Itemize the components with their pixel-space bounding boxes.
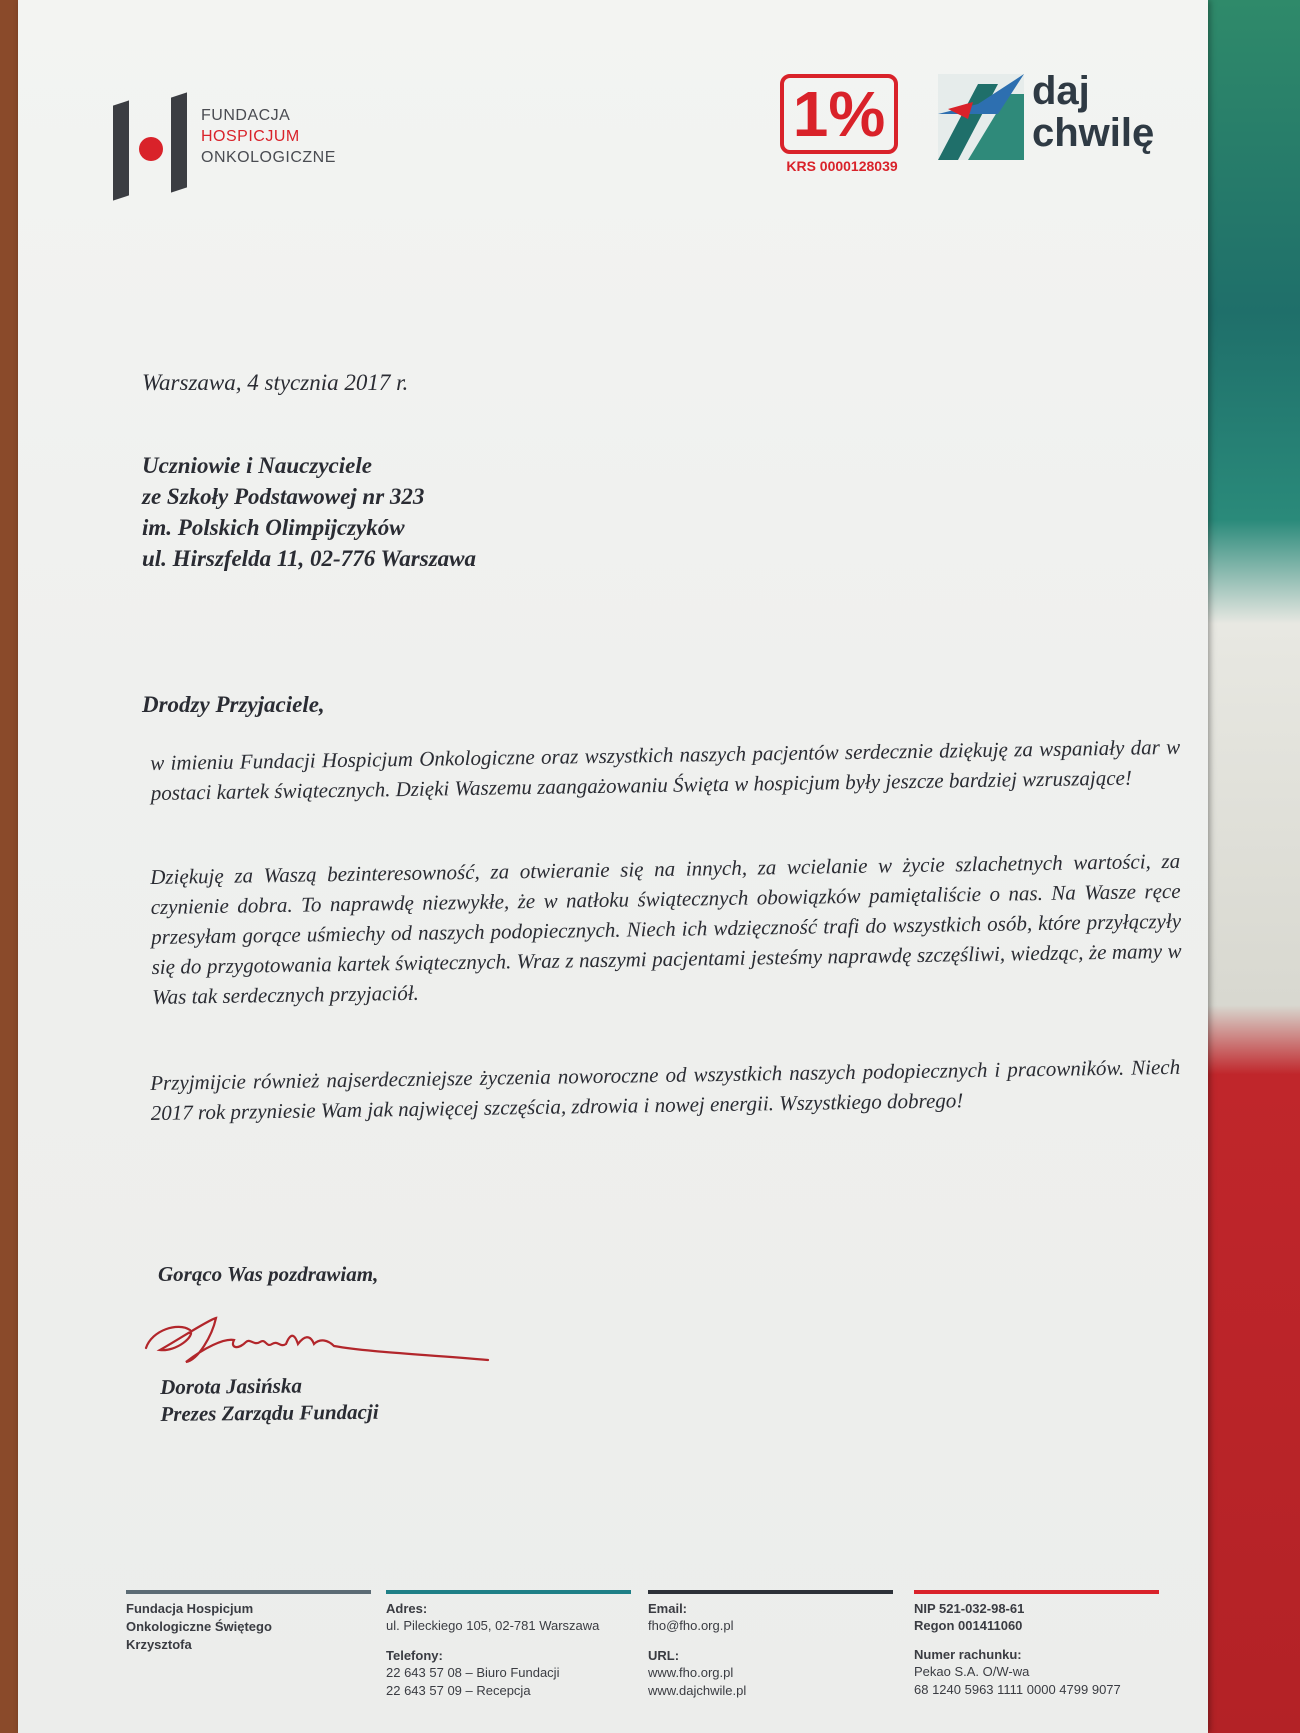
- footer-rule: [914, 1590, 1159, 1594]
- logo-bar-left: [113, 100, 129, 200]
- handwritten-signature: [138, 1300, 498, 1380]
- phone-line: 22 643 57 08 – Biuro Fundacji: [386, 1665, 560, 1680]
- recipient-line: ze Szkoły Podstawowej nr 323: [142, 484, 425, 509]
- letterhead-footer: [18, 1590, 1208, 1730]
- body-paragraph-3: Przyjmijcie również najserdeczniejsze życzenia noworoczne od wszystkich naszych podopiecznych i pracowników. Niech 2017 rok przyniesie Wam jak najwięcej szczęścia, zdrowia i nowej energii. Wszystkiego dobrego!: [150, 1054, 1181, 1125]
- footer-org-line: Onkologiczne Świętego: [126, 1619, 272, 1634]
- footer-rule: [126, 1590, 371, 1594]
- footer-rule: [648, 1590, 893, 1594]
- wordmark-line-1: daj: [1032, 69, 1090, 113]
- salutation: Drodzy Przyjaciele,: [142, 692, 325, 717]
- phone-line: 22 643 57 09 – Recepcja: [386, 1683, 531, 1698]
- url-label: URL:: [648, 1648, 680, 1663]
- logo-line-3: ONKOLOGICZNE: [201, 149, 336, 166]
- footer-address-column: [386, 1590, 631, 1700]
- bird-icon: [938, 74, 1024, 160]
- krs-number: KRS 0000128039: [786, 158, 898, 174]
- letter-date: Warszawa, 4 stycznia 2017 r.: [142, 370, 409, 395]
- one-percent-badge: [780, 74, 904, 178]
- closing-line: Gorąco Was pozdrawiam,: [158, 1262, 379, 1286]
- address-label: Adres:: [386, 1601, 428, 1616]
- footer-registry-column: [914, 1590, 1159, 1699]
- signer-block: [160, 1372, 379, 1428]
- one-percent-label: 1%: [780, 74, 898, 154]
- bank-name: Pekao S.A. O/W-wa: [914, 1664, 1030, 1679]
- logo-line-1: FUNDACJA: [201, 107, 291, 124]
- recipient-address: [142, 450, 476, 574]
- body-paragraph-1: w imieniu Fundacji Hospicjum Onkologiczne oraz wszystkich naszych pacjentów serdecznie dziękuję za wspaniały dar w postaci kartek świątecznych. Dzięki Waszemu zaangażowaniu Święta w hospicjum były jeszcze bardziej wzruszające!: [150, 734, 1181, 805]
- phones-label: Telefony:: [386, 1648, 443, 1663]
- recipient-line: im. Polskich Olimpijczyków: [142, 515, 405, 540]
- daj-chwile-logo: [938, 70, 1198, 170]
- footer-org-line: Krzysztofa: [126, 1637, 192, 1652]
- wordmark-line-2: chwilę: [1032, 111, 1155, 155]
- signer-name: Dorota Jasińska: [160, 1373, 303, 1399]
- foundation-logo-text: [201, 105, 336, 168]
- nip-number: NIP 521-032-98-61: [914, 1601, 1025, 1616]
- footer-org-line: Fundacja Hospicjum: [126, 1601, 254, 1616]
- signer-title: Prezes Zarządu Fundacji: [160, 1399, 379, 1426]
- address-value: ul. Pileckiego 105, 02-781 Warszawa: [386, 1618, 600, 1633]
- url-line: www.dajchwile.pl: [648, 1683, 747, 1698]
- recipient-line: Uczniowie i Nauczyciele: [142, 453, 372, 478]
- footer-contact-column: [648, 1590, 893, 1700]
- footer-rule: [386, 1590, 631, 1594]
- url-line: www.fho.org.pl: [648, 1665, 734, 1680]
- account-number: 68 1240 5963 1111 0000 4799 9077: [914, 1682, 1121, 1697]
- email-label: Email:: [648, 1601, 688, 1616]
- recipient-line: ul. Hirszfelda 11, 02-776 Warszawa: [142, 546, 476, 571]
- logo-line-2: HOSPICJUM: [201, 128, 300, 145]
- body-paragraph-2: Dziękuję za Waszą bezinteresowność, za otwieranie się na innych, za wcielanie w życie szlachetnych wartości, za czynienie dobra. To naprawdę niezwykłe, że w natłoku świątecznych obowiązków pamiętaliście o nas. Na Wasze ręce przesyłam gorące uśmiechy od naszych podopiecznych. Niech ich wdzięczność trafi do wszystkich osób, które przyłączyły się do przygotowania kartek świątecznych. Wraz z naszymi pacjentami jesteśmy naprawdę szczęśliwi, wiedząc, że mamy w Was tak serdecznych przyjaciół.: [150, 848, 1182, 1009]
- account-label: Numer rachunku:: [914, 1647, 1022, 1662]
- footer-org-column: [126, 1590, 371, 1654]
- daj-chwile-wordmark: [1032, 70, 1154, 154]
- email-value: fho@fho.org.pl: [648, 1618, 734, 1633]
- logo-bar-right: [171, 92, 187, 192]
- regon-number: Regon 001411060: [914, 1618, 1023, 1633]
- letter-page: [18, 0, 1208, 1733]
- logo-dot: [139, 137, 163, 161]
- foundation-logo: [113, 95, 353, 205]
